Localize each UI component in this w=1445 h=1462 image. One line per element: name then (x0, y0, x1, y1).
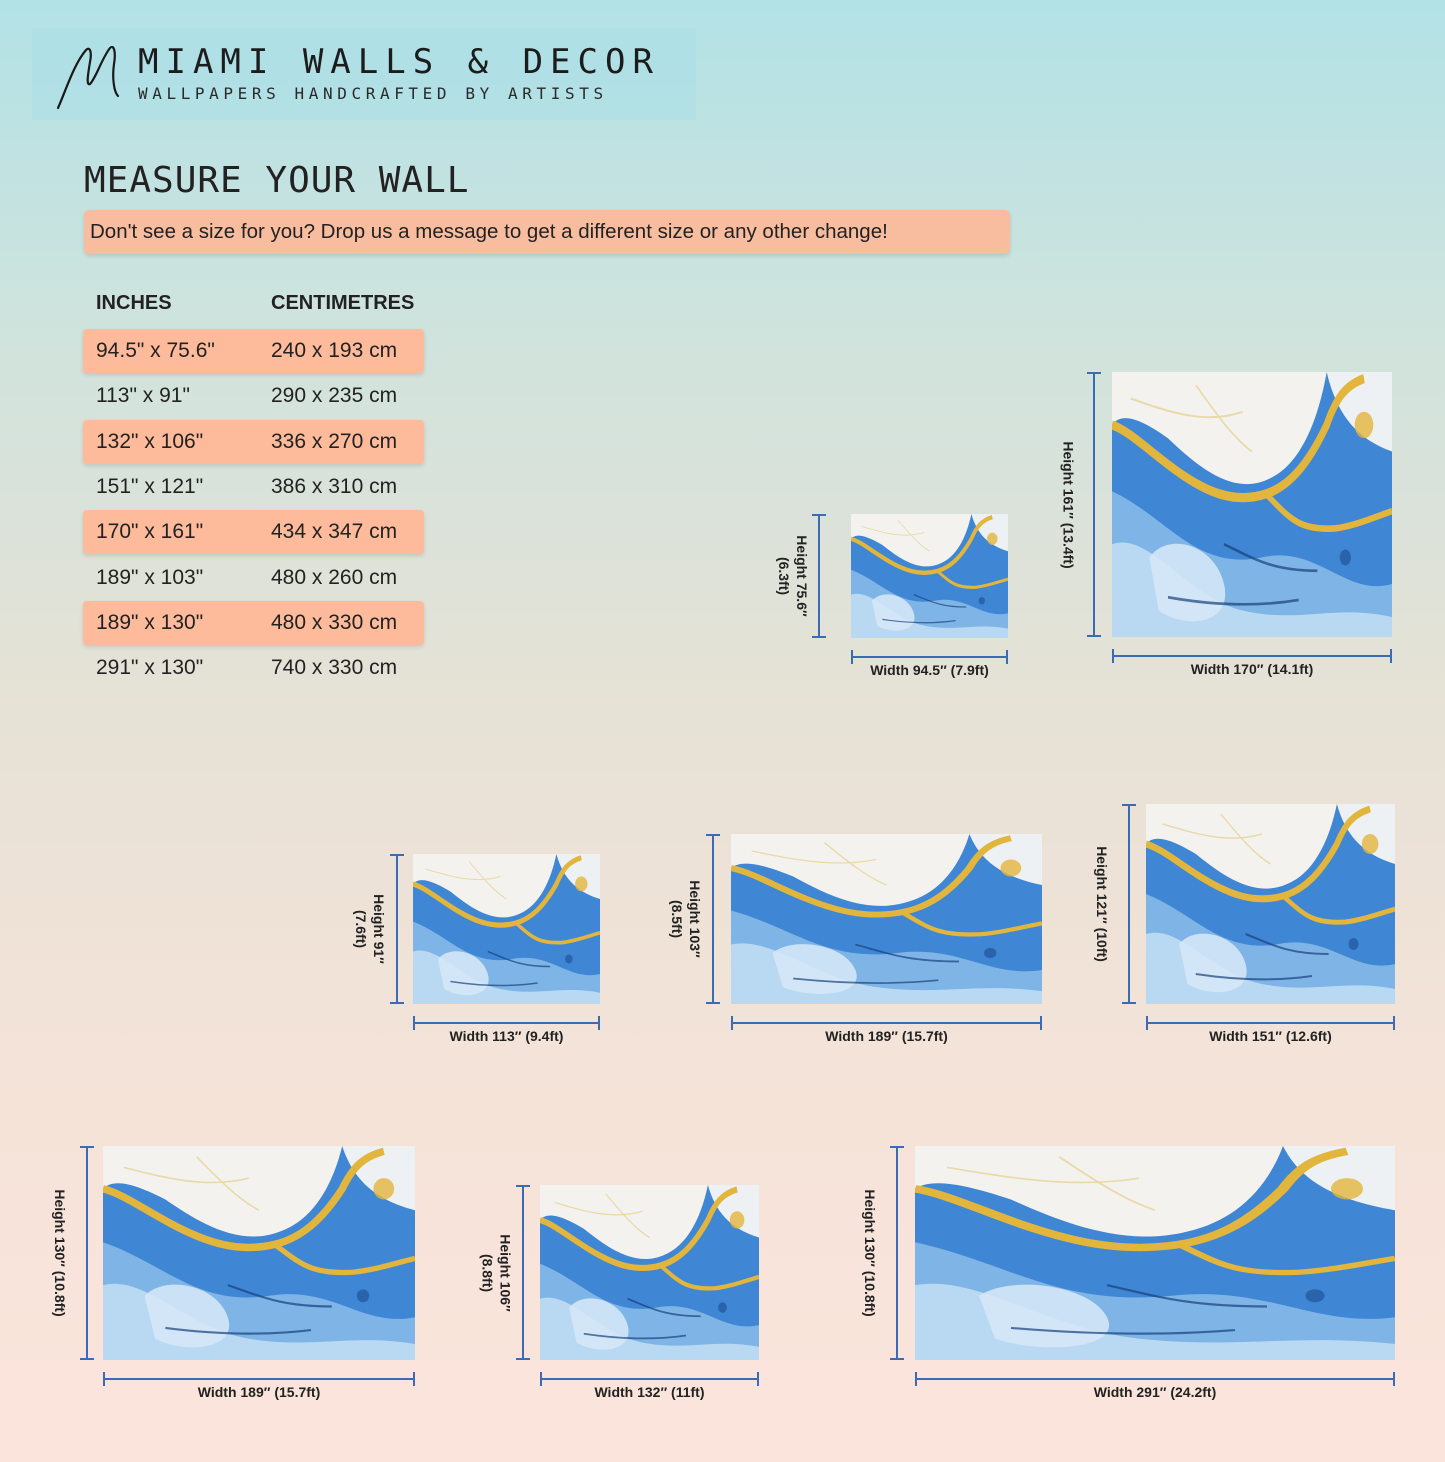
size-centimetres: 386 x 310 cm (271, 474, 398, 498)
brand-tagline: WALLPAPERS HANDCRAFTED BY ARTISTS (138, 84, 608, 103)
signature-logo-icon (52, 34, 132, 114)
size-row (83, 420, 424, 464)
height-label (352, 854, 388, 1004)
height-label-feet: (6.3ft) (776, 556, 792, 596)
size-centimetres: 290 x 235 cm (271, 384, 398, 408)
page-title: MEASURE YOUR WALL (84, 160, 470, 201)
size-inches: 189" x 103" (96, 565, 204, 589)
size-centimetres: 240 x 193 cm (271, 339, 398, 362)
size-centimetres: 480 x 330 cm (271, 610, 398, 634)
height-label (668, 834, 704, 1004)
height-label-line: Height 103″ (687, 880, 703, 958)
height-dimension-line (812, 514, 826, 638)
marble-wallpaper-preview (103, 1146, 415, 1360)
size-inches: 94.5" x 75.6" (96, 339, 215, 362)
marble-wallpaper-preview (731, 834, 1042, 1004)
column-header-centimetres: CENTIMETRES (271, 292, 415, 314)
size-inches: 170" x 161" (96, 520, 204, 544)
size-row (83, 374, 424, 418)
size-centimetres: 480 x 260 cm (271, 565, 398, 589)
width-label: Width 113″ (9.4ft) (449, 1028, 564, 1044)
size-inches: 291" x 130" (96, 656, 204, 680)
height-label-line: Height 75.6″ (794, 535, 810, 617)
width-label: Width 94.5″ (7.9ft) (870, 662, 989, 678)
height-label-feet: (8.8ft) (479, 1253, 495, 1292)
size-inches: 113" x 91" (96, 384, 190, 408)
height-label (775, 514, 811, 638)
height-label-line: Height 121″ (10ft) (1094, 846, 1110, 962)
height-dimension-line (890, 1146, 904, 1360)
size-row (83, 465, 424, 509)
height-label (478, 1185, 514, 1360)
height-dimension-line (516, 1185, 530, 1360)
height-label-line: Height 106″ (497, 1233, 513, 1312)
size-centimetres: 740 x 330 cm (271, 656, 398, 680)
height-dimension-line (80, 1146, 94, 1360)
size-row (83, 646, 424, 690)
marble-wallpaper-preview (851, 514, 1008, 638)
height-label (51, 1146, 69, 1360)
size-inches: 132" x 106" (96, 429, 204, 453)
marble-wallpaper-preview (1112, 372, 1392, 637)
width-label: Width 189″ (15.7ft) (825, 1028, 948, 1044)
marble-wallpaper-preview (915, 1146, 1395, 1360)
size-centimetres: 434 x 347 cm (271, 520, 398, 544)
column-header-inches: INCHES (96, 292, 172, 314)
height-dimension-line (1122, 804, 1136, 1004)
height-label (861, 1146, 879, 1360)
size-row (83, 510, 424, 554)
height-label-line: Height 130″ (10.8ft) (862, 1189, 878, 1317)
size-row (83, 556, 424, 600)
size-row (83, 329, 424, 373)
brand-header (32, 28, 696, 120)
height-label-line: Height 161″ (13.4ft) (1060, 440, 1076, 569)
marble-wallpaper-preview (1146, 804, 1395, 1004)
height-dimension-line (706, 834, 720, 1004)
width-label: Width 189″ (15.7ft) (197, 1384, 321, 1400)
notice-text: Don't see a size for you? Drop us a message to get a different size or any other change! (90, 220, 888, 243)
size-centimetres: 336 x 270 cm (271, 429, 398, 453)
size-row (83, 601, 424, 645)
marble-wallpaper-preview (413, 854, 600, 1004)
size-inches: 151" x 121" (96, 474, 204, 498)
height-label (1059, 372, 1077, 637)
height-dimension-line (1087, 372, 1101, 637)
width-label: Width 151″ (12.6ft) (1209, 1028, 1332, 1044)
height-label-line: Height 130″ (10.8ft) (52, 1189, 68, 1317)
height-label-feet: (7.6ft) (353, 909, 369, 949)
height-label-line: Height 91″ (371, 894, 387, 964)
width-label: Width 291″ (24.2ft) (1093, 1384, 1217, 1400)
height-label-feet: (8.5ft) (669, 899, 685, 939)
height-dimension-line (390, 854, 404, 1004)
custom-size-notice (84, 210, 1010, 254)
marble-wallpaper-preview (540, 1185, 759, 1360)
size-inches: 189" x 130" (96, 610, 204, 634)
width-label: Width 170″ (14.1ft) (1190, 661, 1314, 677)
width-label: Width 132″ (11ft) (594, 1384, 705, 1400)
brand-name: MIAMI WALLS & DECOR (138, 42, 660, 82)
height-label (1093, 804, 1111, 1004)
